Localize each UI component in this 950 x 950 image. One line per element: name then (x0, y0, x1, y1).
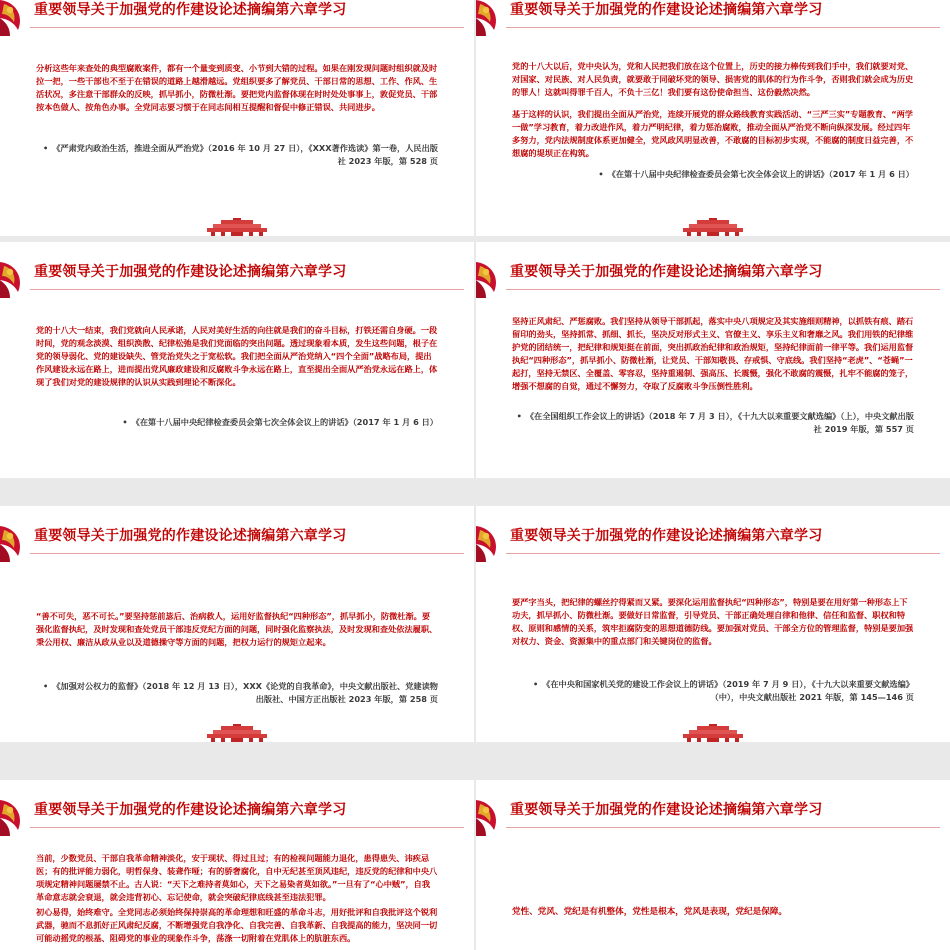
party-emblem-icon (0, 258, 30, 298)
tiananmen-gate-icon (683, 724, 743, 742)
citation-text: 《在中央和国家机关党的建设工作会议上的讲话》（2019 年 7 月 9 日），《十九大以来重要文献选编》（中），中央文献出版社 2021 年版，第 145—146 页 (542, 679, 914, 702)
slide-title: 重要领导关于加强党的作建设论述摘编第六章学习 (510, 528, 823, 544)
slide-header (476, 0, 950, 32)
quote-body (36, 324, 438, 398)
quote-paragraph: 党的十八大一结束，我们党就向人民承诺，人民对美好生活的向往就是我们的奋斗目标，打铁还需自身硬。一段时间，党的观念淡漠、组织涣散、纪律松弛是我们党面临的突出问题。透过现象看本质，发生这些问题，根子在党的领导弱化、党的建设缺失、管党治党失之于宽松软。我们把全面从严治党纳入“四个全面”战略布局，提出作风建设永远在路上，进而提出党风廉政建设和反腐败斗争永远在路上，直至提出全面从严治党永远在路上，体现了我们对党的建设规律的认识从实践到理论不断深化。 (36, 325, 438, 387)
quote-paragraph: 要严字当头，把纪律的螺丝拧得紧而又紧。要深化运用监督执纪“四种形态”，特别是要在用好第一种形态上下功夫，抓早抓小、防微杜渐。要做好日常监督，引导党员、干部正确处理自律和他律、信任和监督、职权和特权、原则和感情的关系，筑牢拒腐防变的思想道德防线。要加强对党员、干部全方位的管理监督，特别是要加强对权力、资金、资源集中的重点部门和关键岗位的监督。 (512, 597, 914, 646)
bullet-dot-icon: • (516, 411, 522, 421)
slide-header (0, 800, 474, 832)
slide-title: 重要领导关于加强党的作建设论述摘编第六章学习 (510, 802, 823, 818)
citation-text: 《在第十八届中央纪律检查委员会第七次全体会议上的讲话》（2017 年 1 月 6 日） (607, 169, 914, 179)
tiananmen-gate-icon (207, 218, 267, 236)
quote-body (512, 315, 914, 402)
citation-text: 《加强对公权力的监督》（2018 年 12 月 13 日），XXX《论党的自我革命》，中央文献出版社、党建读物出版社、中国方正出版社 2023 年版，第 258 页 (52, 681, 438, 704)
bullet-dot-icon: • (42, 681, 49, 691)
quote-paragraph: 党的十八大以后，党中央认为，党和人民把我们放在这个位置上，历史的接力棒传到我们手中，我们就要对党、对国家、对民族、对人民负责，就要敢于同破坏党的领导、损害党的肌体的行为作斗争，否则我们就会成为历史的罪人！这就叫得罪千百人，不负十三亿！我们要有这份使命担当、这份毅然决然。 (512, 61, 914, 97)
quote-paragraph: 基于这样的认识，我们提出全面从严治党，连续开展党的群众路线教育实践活动、“三严三实”专题教育、“两学一做”学习教育，着力改进作风，着力严明纪律，着力惩治腐败，推动全面从严治党不断向纵深发展。经过四年多努力，党内法规制度体系更加健全，党风政风明显改善，不敢腐的目标初步实现，不能腐的制度日益完善，不想腐的堤坝正在构筑。 (512, 109, 914, 158)
party-emblem-icon (476, 258, 506, 298)
quote-paragraph: 党性、党风、党纪是有机整体，党性是根本，党风是表现，党纪是保障。 (512, 907, 788, 917)
title-divider (506, 553, 940, 554)
slide-title: 重要领导关于加强党的作建设论述摘编第六章学习 (34, 264, 347, 280)
party-emblem-icon (476, 0, 506, 36)
slide-2[interactable] (476, 0, 950, 236)
title-divider (30, 289, 464, 290)
bullet-dot-icon: • (598, 169, 604, 179)
quote-body (36, 610, 438, 658)
quote-body (36, 852, 438, 950)
slide-title: 重要领导关于加强党的作建设论述摘编第六章学习 (510, 264, 823, 280)
slide-1[interactable] (0, 0, 474, 236)
slide-4[interactable] (476, 242, 950, 478)
bullet-dot-icon: • (122, 417, 128, 427)
slide-8[interactable] (476, 780, 950, 950)
tiananmen-gate-icon (683, 218, 743, 236)
slide-title: 重要领导关于加强党的作建设论述摘编第六章学习 (510, 2, 823, 18)
slide-header (476, 262, 950, 294)
quote-body (36, 62, 438, 123)
slide-5[interactable] (0, 506, 474, 742)
slide-title: 重要领导关于加强党的作建设论述摘编第六章学习 (34, 528, 347, 544)
quote-paragraph: 坚持正风肃纪、严惩腐败。我们坚持从领导干部抓起，落实中央八项规定及其实施细则精神，以抓铁有痕、踏石留印的劲头，坚持抓常、抓细、抓长，坚决反对形式主义、官僚主义、享乐主义和奢靡之风。我们用铁的纪律维护党的团结统一，把纪律和规矩挺在前面，突出抓政治纪律和政治规矩，坚持纪律面前一律平等。我们运用监督执纪“四种形态”，抓早抓小、防微杜渐，让党员、干部知敬畏、存戒惧、守底线。我们坚持“老虎”、“苍蝇”一起打，坚持无禁区、全覆盖、零容忍，坚持重遏制、强高压、长震慑，强化不敢腐的震慑，扎牢不能腐的笼子，增强不想腐的自觉，通过不懈努力，夺取了反腐败斗争压倒性胜利。 (512, 316, 914, 391)
citation (36, 416, 438, 429)
quote-paragraph: 当前，少数党员、干部自我革命精神淡化，安于现状、得过且过；有的检视问题能力退化，患得患失、讳疾忌医；有的批评能力弱化，明哲保身、装聋作哑；有的骄奢腐化，自中无纪甚至顶风违纪，违反党的纪律和中央八项规定精神问题屡禁不止。古人说：“天下之难持者莫如心，天下之易染者莫如欲。”一旦有了“心中贼”，自我革命意志就会衰退，就会违背初心、忘记使命，就会突破纪律底线甚至违法犯罪。 (36, 853, 438, 902)
slide-3[interactable] (0, 242, 474, 478)
slide-header (0, 526, 474, 558)
title-divider (506, 827, 940, 828)
party-emblem-icon (0, 796, 30, 836)
slide-title: 重要领导关于加强党的作建设论述摘编第六章学习 (34, 2, 347, 18)
title-divider (30, 827, 464, 828)
citation (512, 168, 914, 181)
party-emblem-icon (0, 522, 30, 562)
quote-body (512, 596, 914, 657)
tiananmen-gate-icon (207, 724, 267, 742)
slide-header (476, 526, 950, 558)
citation (36, 142, 438, 168)
citation (512, 410, 914, 436)
slide-header (0, 0, 474, 32)
title-divider (506, 27, 940, 28)
quote-body (512, 60, 914, 169)
quote-paragraph: 初心易得，始终难守。全党同志必须始终保持崇高的革命理想和旺盛的革命斗志，用好批评和自我批评这个锐利武器，驰而不息抓好正风肃纪反腐，不断增强党自我净化、自我完善、自我革新、自我提高的能力，坚决同一切可能动摇党的根基、阻碍党的事业的现象作斗争，荡涤一切附着在党肌体上的肮脏东西。 (36, 907, 438, 943)
citation-text: 《在全国组织工作会议上的讲话》（2018 年 7 月 3 日），《十九大以来重要文献选编》（上），中央文献出版社 2019 年版，第 557 页 (525, 411, 914, 434)
title-divider (506, 289, 940, 290)
quote-paragraph: “善不可失，恶不可长。”要坚持惩前毖后、治病救人，运用好监督执纪“四种形态”，抓早抓小，防微杜渐。要强化监督执纪，及时发现和查处党员干部违反党纪方面的问题，同时强化监察执法，及时发现和查处依法履职、秉公用权、廉洁从政从业以及道德操守等方面的问题，把权力运行的规矩立起来。 (36, 611, 438, 647)
party-emblem-icon (0, 0, 30, 36)
citation-text: 《在第十八届中央纪律检查委员会第七次全体会议上的讲话》（2017 年 1 月 6 日） (131, 417, 438, 427)
slide-6[interactable] (476, 506, 950, 742)
title-divider (30, 27, 464, 28)
citation (512, 678, 914, 704)
citation-text: 《严肃党内政治生活，推进全面从严治党》（2016 年 10 月 27 日），《XXX著作选读》第一卷，人民出版社 2023 年版，第 528 页 (52, 143, 438, 166)
party-emblem-icon (476, 522, 506, 562)
bullet-dot-icon: • (42, 143, 49, 153)
quote-body (512, 906, 914, 928)
citation (36, 680, 438, 706)
slide-7[interactable] (0, 780, 474, 950)
slide-header (476, 800, 950, 832)
party-emblem-icon (476, 796, 506, 836)
slide-header (0, 262, 474, 294)
title-divider (30, 553, 464, 554)
slide-title: 重要领导关于加强党的作建设论述摘编第六章学习 (34, 802, 347, 818)
bullet-dot-icon: • (532, 679, 539, 689)
quote-paragraph: 分析这些年来查处的典型腐败案件，都有一个量变到质变、小节到大错的过程。如果在刚发现问题时组织就及时拉一把，一些干部也不至于在错误的道路上越滑越远。党组织要多了解党员、干部日常的思想、工作、作风、生活状况，多注意干部群众的反映，抓早抓小，防微杜渐。要把党内监督体现在时时处处事事上，敦促党员、干部按本色做人、按角色办事。全党同志要习惯于在同志间相互提醒和督促中修正错误、共同进步。 (36, 63, 438, 112)
